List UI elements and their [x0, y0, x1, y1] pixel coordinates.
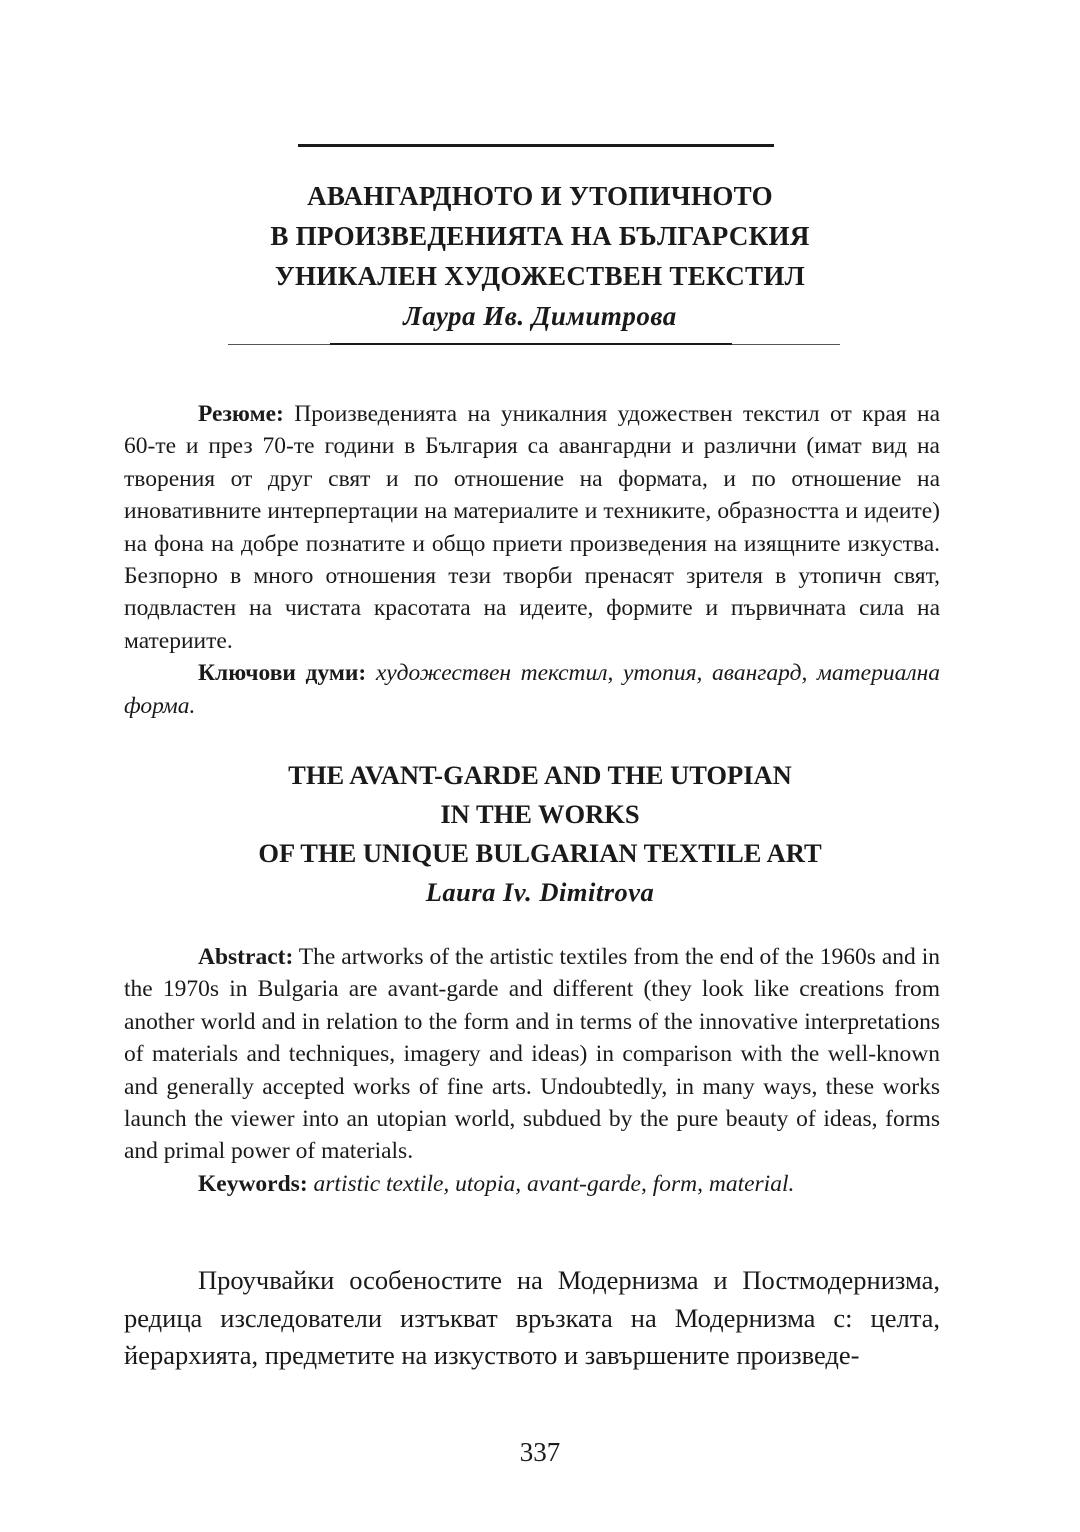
body-paragraph: Проучвайки особеностите на Модернизма и Постмодернизма, редица изследователи изтъкват връзката на Модернизма с: целта, йерархията, предметите на изкуството и завършените произведе- [124, 1265, 940, 1370]
bulgarian-title-block [0, 176, 1080, 336]
title-rule-bottom-thick [330, 343, 732, 345]
bulgarian-abstract-text: Произведенията на уникалния удожествен текстил от края на 60-те и през 70-те години в България са авангардни и различни (имат вид на творения от друг свят и по отношение на формата, и по отношение на иновативните интерпертации на материалите и техниките, образността и идеите) на фона на добре познатите и общо приети произведения на изящните изкуства. Безпорно в много отношения тези творби пренасят зрителя в утопичн свят, подвластен на чистата красотата на идеите, формите и първичната сила на материите. [124, 401, 940, 654]
bulgarian-title-line: В ПРОИЗВЕДЕНИЯТА НА БЪЛГАРСКИЯ [270, 221, 810, 251]
english-keywords-text: artistic textile, utopia, avant-garde, form, material. [307, 1170, 795, 1197]
english-abstract-paragraph [124, 941, 940, 1168]
body-text [124, 1262, 940, 1375]
english-abstract-label: Abstract: [198, 944, 294, 970]
english-title-line: THE AVANT-GARDE AND THE UTOPIAN [288, 760, 792, 790]
page-number: 337 [519, 1437, 561, 1467]
english-title-line: IN THE WORKS [440, 799, 640, 829]
english-keywords-label: Keywords: [198, 1170, 308, 1197]
english-abstract [124, 941, 940, 1200]
bulgarian-title-line: УНИКАЛЕН ХУДОЖЕСТВЕН ТЕКСТИЛ [274, 261, 806, 291]
bulgarian-author: Лаура Ив. Димитрова [403, 301, 677, 331]
english-title-line: OF THE UNIQUE BULGARIAN TEXTILE ART [258, 838, 822, 868]
bulgarian-title-line: АВАНГАРДНОТО И УТОПИЧНОТО [307, 181, 773, 211]
english-abstract-text: The artworks of the artistic textiles from the end of the 1960s and in the 1970s in Bulgaria are avant-garde and different (they look like creations from another world and in relation to the form and in terms of the innovative interpretations of materials and techniques, imagery and ideas) in comparison with the well-known and generally accepted works of fine arts. Undoubtedly, in many ways, these works launch the viewer into an utopian world, subdued by the pure beauty of ideas, forms and primal power of materials. [124, 944, 940, 1165]
bulgarian-abstract-paragraph [124, 398, 940, 657]
bulgarian-keywords [124, 657, 940, 722]
bulgarian-keywords-label: Ключови думи: [198, 660, 367, 687]
title-rule-top [298, 144, 774, 147]
bulgarian-abstract [124, 398, 940, 722]
bulgarian-keywords-text: художествен текстил, утопия, авангард, материална форма. [124, 660, 940, 719]
english-keywords [124, 1168, 940, 1200]
english-author: Laura Iv. Dimitrova [425, 877, 655, 907]
english-title-block [0, 756, 1080, 912]
bulgarian-abstract-label: Резюме: [198, 401, 284, 427]
